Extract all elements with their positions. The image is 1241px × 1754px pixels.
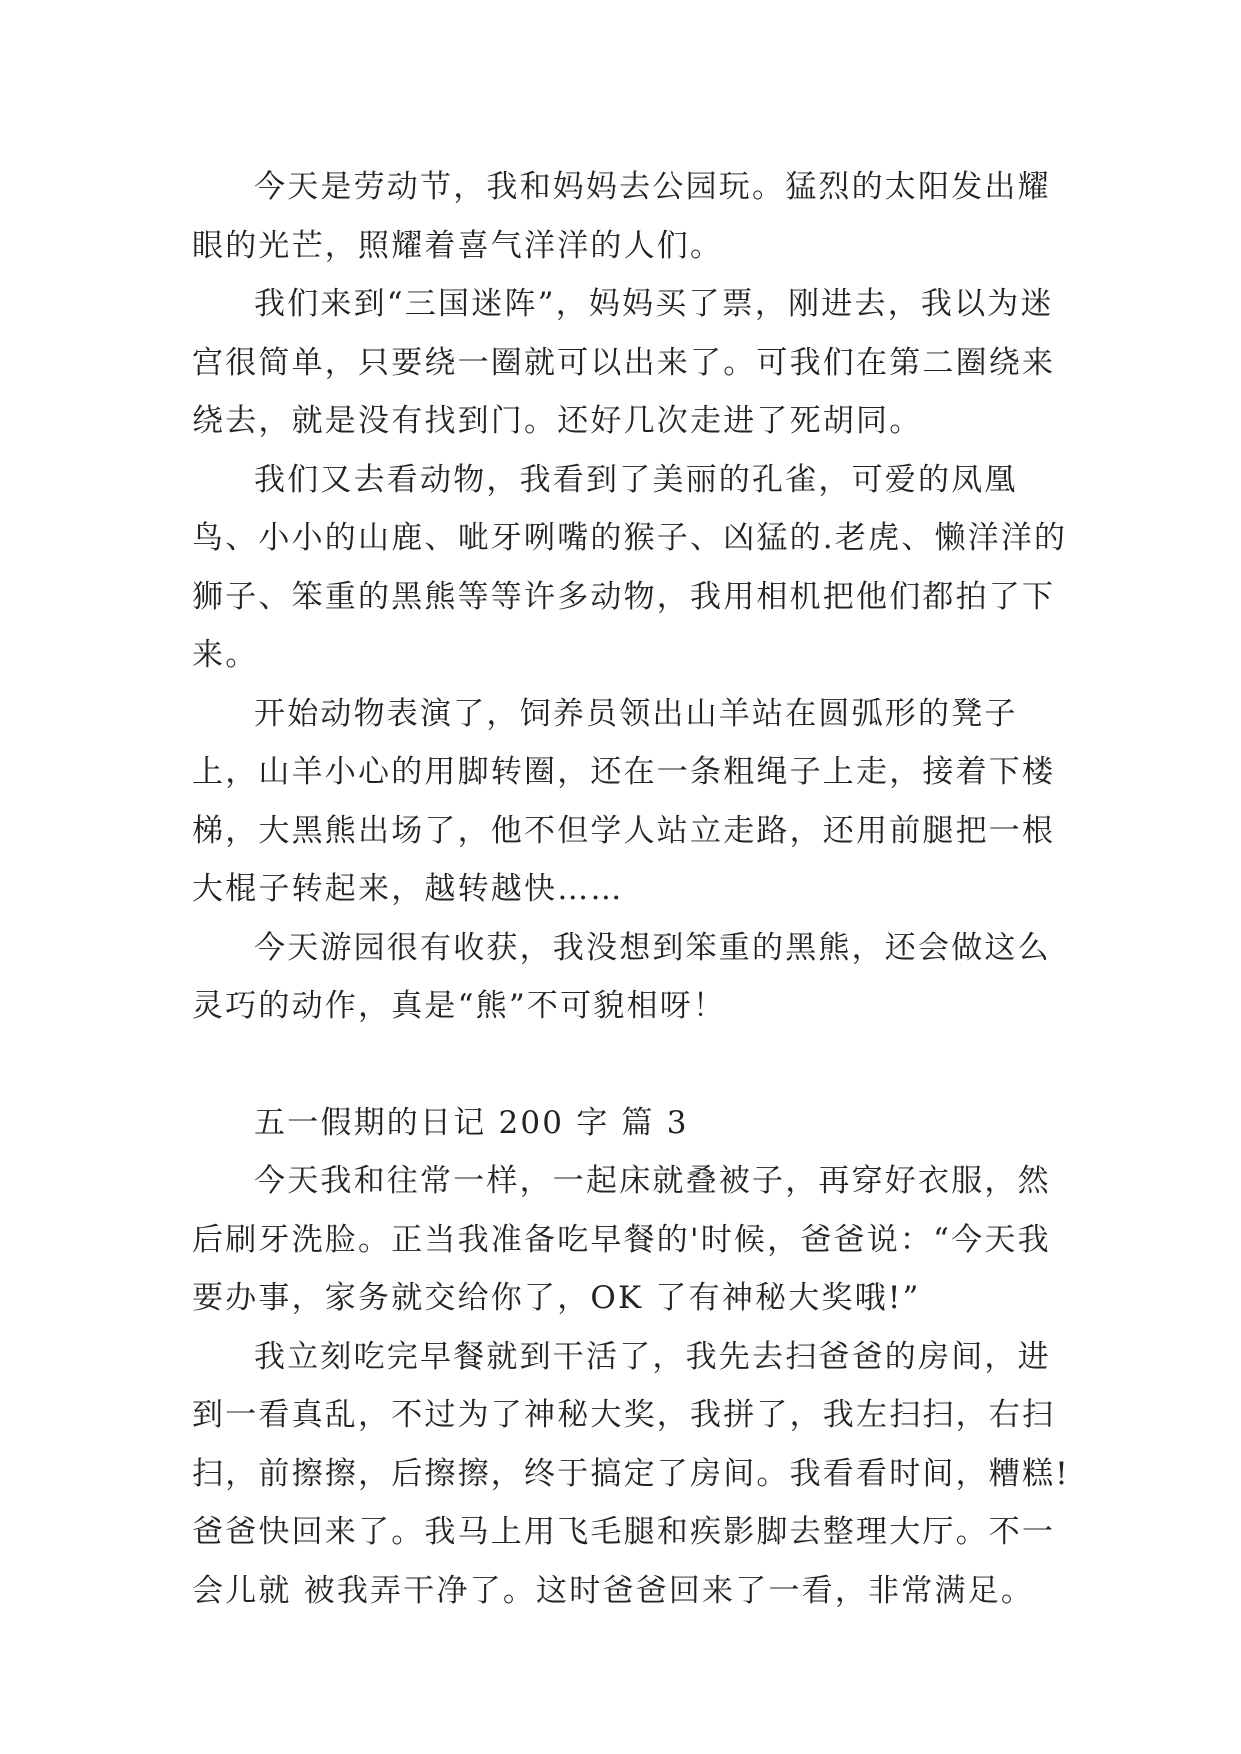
paragraph-animal-show: 开始动物表演了，饲养员领出山羊站在圆弧形的凳子上，山羊小心的用脚转圈，还在一条粗绳子上走，接着下楼梯，大黑熊出场了，他不但学人站立走路，还用前腿把一根大棍子转起来，越转越快……: [192, 695, 1056, 907]
section-gap: [192, 1036, 1072, 1094]
section-heading: 五一假期的日记 200 字 篇 3: [254, 1104, 689, 1141]
paragraph-chores: 我立刻吃完早餐就到干活了，我先去扫爸爸的房间，进到一看真乱，不过为了神秘大奖，我拼了，我左扫扫，右扫扫，前擦擦，后擦擦，终于搞定了房间。我看看时间，糟糕!爸爸快回来了。我马上用飞毛腿和疾影脚去整理大厅。不一会儿就 被我弄干净了。这时爸爸回来了一看，非常满足。: [192, 1338, 1070, 1609]
document-body: [192, 158, 1072, 1620]
paragraph-conclusion: 今天游园很有收获，我没想到笨重的黑熊，还会做这么灵巧的动作，真是“熊”不可貌相呀！: [192, 929, 1051, 1024]
paragraph-labor-day: 今天是劳动节，我和妈妈去公园玩。猛烈的太阳发出耀眼的光芒，照耀着喜气洋洋的人们。: [192, 169, 1051, 264]
paragraph-morning: 今天我和往常一样，一起床就叠被子，再穿好衣服，然后刷牙洗脸。正当我准备吃早餐的'时候，爸爸说：“今天我要办事，家务就交给你了，OK 了有神秘大奖哦!”: [192, 1163, 1051, 1316]
paragraph-animals: 我们又去看动物，我看到了美丽的孔雀，可爱的凤凰鸟、小小的山鹿、呲牙咧嘴的猴子、凶猛的.老虎、懒洋洋的狮子、笨重的黑熊等等许多动物，我用相机把他们都拍了下来。: [192, 461, 1068, 673]
paragraph-maze: 我们来到“三国迷阵”，妈妈买了票，刚进去，我以为迷宫很简单，只要绕一圈就可以出来了。可我们在第二圈绕来绕去，就是没有找到门。还好几次走进了死胡同。: [192, 286, 1056, 439]
